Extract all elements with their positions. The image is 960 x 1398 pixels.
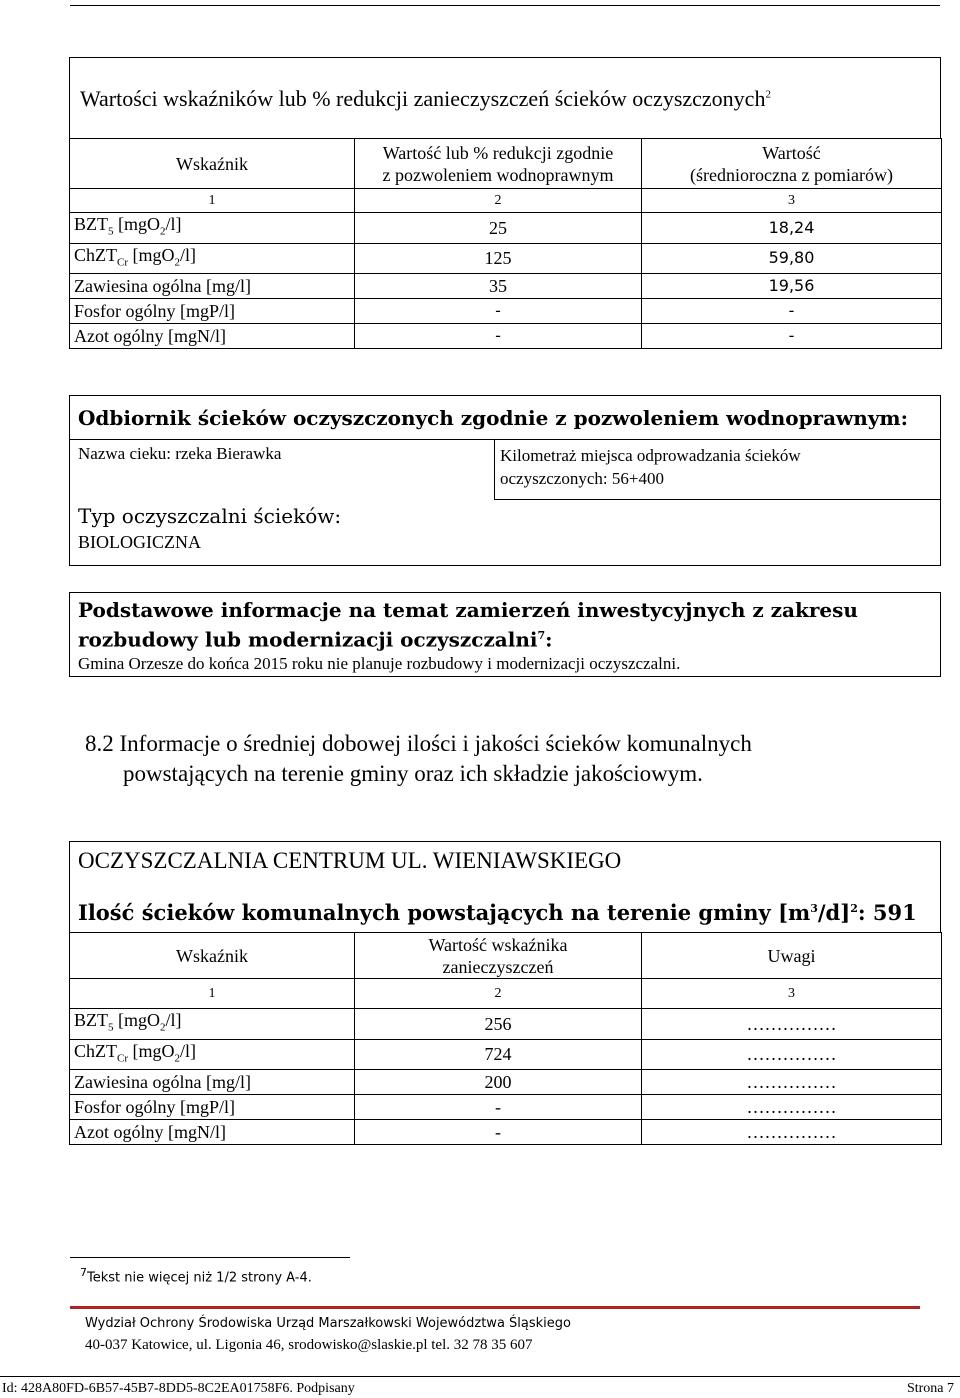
indicator-cell: Azot ogólny [mgN/l] (70, 1120, 355, 1145)
plant-type-label: Typ oczyszczalni ścieków: (78, 504, 342, 528)
col-num: 2 (355, 979, 642, 1009)
footnote-separator (70, 1257, 350, 1258)
value-cell: - (355, 324, 642, 349)
table1-title: Wartości wskaźników lub % redukcji zanieczyszczeń ścieków oczyszczonych$^2$ (80, 86, 771, 111)
footer-address: 40-037 Katowice, ul. Ligonia 46, srodowisko@slaskie.pl tel. 32 78 35 607 (85, 1337, 533, 1353)
value-cell: - (355, 1095, 642, 1120)
indicator-cell: $BZT_5$ [mgO$_2$/l] (70, 213, 355, 244)
indicator-cell: ChZT$_{Cr}$ [mgO$_2$/l] (70, 243, 355, 274)
value-cell: 200 (355, 1070, 642, 1095)
remarks-cell: …………… (642, 1120, 942, 1145)
receiver-title: Odbiornik ścieków oczyszczonych zgodnie z pozwoleniem wodnoprawnym: (78, 406, 908, 430)
top-rule (70, 5, 940, 6)
table2-title-box (69, 841, 941, 933)
table2-header-value: Wartość wskaźnika zanieczyszczeń (355, 933, 642, 979)
footer-red-rule (70, 1306, 920, 1309)
table-row (70, 1095, 942, 1120)
document-id: Id: 428A80FD-6B57-45B7-8DD5-8C2EA01758F6. Podpisany (2, 1381, 355, 1396)
indicator-cell: Zawiesina ogólna [mg/l] (70, 1070, 355, 1095)
investment-box (69, 592, 941, 677)
value-cell: 125 (355, 243, 642, 274)
table-row (70, 1039, 942, 1070)
table1-header-permit: Wartość lub % redukcji zgodnie z pozwoleniem wodnoprawnym (355, 139, 642, 189)
wastewater-amount: Ilość ścieków komunalnych powstających na terenie gminy $[m^3/d]^2$: 591 (78, 900, 917, 925)
value-cell: - (355, 1120, 642, 1145)
outlet-km: Kilometraż miejsca odprowadzania ścieków oczyszczonych: 56+400 (500, 446, 801, 488)
receiver-box (69, 395, 941, 566)
table2 (69, 932, 942, 1145)
table-row (70, 1070, 942, 1095)
table-row (70, 243, 942, 274)
footnote: $^7$Tekst nie więcej niż 1/2 strony A-4. (80, 1266, 312, 1286)
table1 (69, 138, 942, 349)
table-row (70, 299, 942, 324)
remarks-cell: …………… (642, 1070, 942, 1095)
remarks-cell: …………… (642, 1039, 942, 1070)
indicator-cell: ChZT$_{Cr}$ [mgO$_2$/l] (70, 1039, 355, 1070)
col-num: 1 (70, 979, 355, 1009)
footer-department: Wydział Ochrony Środowiska Urząd Marszałkowski Województwa Śląskiego (85, 1316, 571, 1331)
value-cell: 19,56 (642, 274, 942, 299)
plant-type-value: BIOLOGICZNA (78, 532, 201, 552)
table2-header-indicator: Wskaźnik (70, 933, 355, 979)
col-num: 3 (642, 979, 942, 1009)
bottom-rule (0, 1376, 960, 1377)
investment-text: Gmina Orzesze do końca 2015 roku nie planuje rozbudowy i modernizacji oczyszczalni. (78, 654, 681, 673)
value-cell: 724 (355, 1039, 642, 1070)
investment-title: Podstawowe informacje na temat zamierzeń inwestycyjnych z zakresu rozbudowy lub modernizacji oczyszczalni$^7$: (78, 598, 858, 652)
table1-title-box (69, 57, 941, 139)
indicator-cell: Azot ogólny [mgN/l] (70, 324, 355, 349)
table-row (70, 324, 942, 349)
value-cell: - (642, 299, 942, 324)
page-number: Strona 7 (906, 1381, 954, 1396)
indicator-cell: Fosfor ogólny [mgP/l] (70, 299, 355, 324)
value-cell: 35 (355, 274, 642, 299)
table1-header-average: Wartość (średnioroczna z pomiarów) (642, 139, 942, 189)
remarks-cell: …………… (642, 1095, 942, 1120)
table-row (70, 274, 942, 299)
table-row (70, 1120, 942, 1145)
col-num: 1 (70, 189, 355, 213)
table2-header-remarks: Uwagi (642, 933, 942, 979)
stream-name: Nazwa cieku: rzeka Bierawka (78, 444, 282, 463)
value-cell: 59,80 (642, 243, 942, 274)
section-8-2-heading: 8.2 Informacje o średniej dobowej ilości i jakości ścieków komunalnych powstających na terenie gminy oraz ich składzie jakościowym. (85, 731, 752, 786)
table-row (70, 1009, 942, 1040)
table-row (70, 213, 942, 244)
value-cell: 256 (355, 1009, 642, 1040)
value-cell: - (642, 324, 942, 349)
indicator-cell: Fosfor ogólny [mgP/l] (70, 1095, 355, 1120)
indicator-cell: $BZT_5$ [mgO$_2$/l] (70, 1009, 355, 1040)
value-cell: 18,24 (642, 213, 942, 244)
value-cell: - (355, 299, 642, 324)
indicator-cell: Zawiesina ogólna [mg/l] (70, 274, 355, 299)
value-cell: 25 (355, 213, 642, 244)
plant-name: OCZYSZCZALNIA CENTRUM UL. WIENIAWSKIEGO (78, 848, 622, 873)
col-num: 2 (355, 189, 642, 213)
table1-header-indicator: Wskaźnik (70, 139, 355, 189)
col-num: 3 (642, 189, 942, 213)
remarks-cell: …………… (642, 1009, 942, 1040)
